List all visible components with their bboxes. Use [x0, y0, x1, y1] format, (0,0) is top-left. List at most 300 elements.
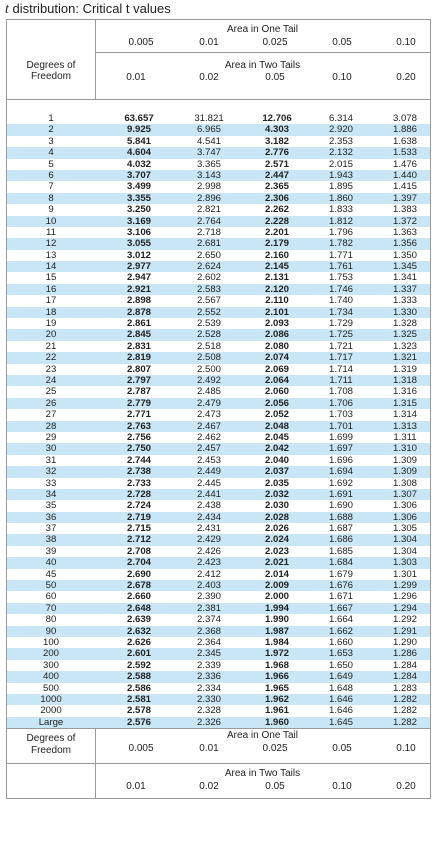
critical-value-cell: 2.576 — [126, 716, 151, 728]
table-row — [7, 523, 430, 534]
df-cell: 30 — [45, 443, 57, 455]
df-cell: 8 — [48, 192, 54, 204]
critical-value-cell: 1.648 — [328, 682, 353, 694]
critical-value-cell: 1.717 — [328, 352, 353, 364]
two-tail-value: 0.10 — [332, 72, 352, 83]
title-text: distribution: Critical t values — [8, 1, 171, 16]
critical-value-cell: 1.323 — [392, 340, 417, 352]
critical-value-cell: 3.169 — [126, 215, 151, 227]
page-title — [5, 1, 171, 18]
critical-value-cell: 1.691 — [328, 488, 353, 500]
critical-value-cell: 1.690 — [328, 500, 353, 512]
critical-value-cell: 2.763 — [126, 420, 151, 432]
df-cell: 90 — [45, 625, 57, 637]
footer-one-tail-value: 0.10 — [396, 743, 416, 755]
critical-value-cell: 2.821 — [196, 204, 221, 216]
two-tail-value: 0.01 — [126, 72, 146, 83]
df-cell: 10 — [45, 215, 57, 227]
critical-value-cell: 1.292 — [392, 614, 417, 626]
table-row — [7, 352, 430, 363]
critical-value-cell: 2.453 — [196, 454, 221, 466]
one-tail-value: 0.05 — [332, 37, 352, 48]
critical-value-cell: 2.042 — [264, 443, 289, 455]
critical-value-cell: 2.719 — [126, 511, 151, 523]
df-cell: 36 — [45, 511, 57, 523]
df-cell: 27 — [45, 409, 57, 421]
df-cell: 39 — [45, 545, 57, 557]
critical-value-cell: 1.363 — [392, 226, 417, 238]
critical-value-cell: 2.056 — [264, 397, 289, 409]
critical-value-cell: 2.831 — [126, 340, 151, 352]
critical-value-cell: 4.541 — [196, 135, 221, 147]
df-cell: 13 — [45, 249, 57, 261]
critical-value-cell: 2.807 — [126, 363, 151, 375]
critical-value-cell: 2.015 — [328, 158, 353, 170]
critical-value-cell: 1.667 — [328, 602, 353, 614]
critical-value-cell: 2.819 — [126, 352, 151, 364]
table-row — [7, 409, 430, 420]
critical-value-cell: 2.639 — [126, 614, 151, 626]
critical-value-cell: 1.664 — [328, 614, 353, 626]
df-cell: 100 — [42, 636, 59, 648]
critical-value-cell: 4.604 — [126, 147, 151, 159]
df-cell: 40 — [45, 557, 57, 569]
critical-value-cell: 3.365 — [196, 158, 221, 170]
table-row — [7, 398, 430, 409]
critical-value-cell: 1.687 — [328, 523, 353, 535]
critical-value-cell: 3.182 — [264, 135, 289, 147]
critical-value-cell: 1.646 — [328, 693, 353, 705]
critical-value-cell: 2.738 — [126, 466, 151, 478]
df-cell: 3 — [48, 135, 54, 147]
critical-value-cell: 2.426 — [196, 545, 221, 557]
one-tail-value: 0.025 — [262, 37, 288, 48]
critical-value-cell: 1.315 — [392, 397, 417, 409]
table-footer-two-tails — [7, 763, 430, 798]
critical-value-cell: 2.368 — [196, 625, 221, 637]
critical-value-cell: 2.678 — [126, 580, 151, 592]
critical-value-cell: 1.706 — [328, 397, 353, 409]
t-table — [6, 19, 431, 799]
critical-value-cell: 1.699 — [328, 431, 353, 443]
table-row — [7, 159, 430, 170]
critical-value-cell: 1.533 — [392, 147, 417, 159]
table-row — [7, 261, 430, 272]
critical-value-cell: 2.093 — [264, 318, 289, 330]
critical-value-cell: 2.771 — [126, 409, 151, 421]
critical-value-cell: 1.701 — [328, 420, 353, 432]
critical-value-cell: 2.447 — [264, 169, 289, 181]
critical-value-cell: 1.740 — [328, 295, 353, 307]
df-cell: 35 — [45, 500, 57, 512]
critical-value-cell: 1.987 — [264, 625, 289, 637]
table-row — [7, 591, 430, 602]
critical-value-cell: 2.896 — [196, 192, 221, 204]
table-row — [7, 466, 430, 477]
table-body — [7, 113, 430, 728]
critical-value-cell: 1.746 — [328, 283, 353, 295]
critical-value-cell: 1.306 — [392, 511, 417, 523]
critical-value-cell: 4.303 — [264, 124, 289, 136]
critical-value-cell: 2.567 — [196, 295, 221, 307]
critical-value-cell: 63.657 — [124, 113, 154, 124]
df-cell: 31 — [45, 454, 57, 466]
critical-value-cell: 2.744 — [126, 454, 151, 466]
critical-value-cell: 2.032 — [264, 488, 289, 500]
critical-value-cell: 1.685 — [328, 545, 353, 557]
two-tail-value: 0.20 — [396, 72, 416, 83]
critical-value-cell: 1.734 — [328, 306, 353, 318]
table-row — [7, 272, 430, 283]
table-row — [7, 455, 430, 466]
critical-value-cell: 1.314 — [392, 409, 417, 421]
critical-value-cell: 2.131 — [264, 272, 289, 284]
critical-value-cell: 2.429 — [196, 534, 221, 546]
one-tail-value: 0.005 — [128, 37, 154, 48]
critical-value-cell: 1.638 — [392, 135, 417, 147]
critical-value-cell: 1.650 — [328, 659, 353, 671]
critical-value-cell: 1.965 — [264, 682, 289, 694]
critical-value-cell: 2.479 — [196, 397, 221, 409]
critical-value-cell: 1.943 — [328, 169, 353, 181]
critical-value-cell: 31.821 — [194, 113, 224, 124]
critical-value-cell: 2.423 — [196, 557, 221, 569]
df-cell: 17 — [45, 295, 57, 307]
critical-value-cell: 1.310 — [392, 443, 417, 455]
critical-value-cell: 2.764 — [196, 215, 221, 227]
df-cell: 7 — [48, 181, 54, 193]
critical-value-cell: 2.690 — [126, 568, 151, 580]
critical-value-cell: 2.602 — [196, 272, 221, 284]
table-row — [7, 329, 430, 340]
table-row — [7, 375, 430, 386]
critical-value-cell: 2.132 — [328, 147, 353, 159]
table-row — [7, 432, 430, 443]
df-cell: 70 — [45, 602, 57, 614]
critical-value-cell: 2.632 — [126, 625, 151, 637]
title-t-symbol: t — [5, 2, 9, 17]
critical-value-cell: 5.841 — [126, 135, 151, 147]
critical-value-cell: 2.306 — [264, 192, 289, 204]
table-row — [7, 648, 430, 659]
critical-value-cell: 2.035 — [264, 477, 289, 489]
df-cell: 15 — [45, 272, 57, 284]
df-cell: 25 — [45, 386, 57, 398]
critical-value-cell: 2.024 — [264, 534, 289, 546]
df-cell: 5 — [48, 158, 54, 170]
table-row — [7, 341, 430, 352]
critical-value-cell: 2.374 — [196, 614, 221, 626]
critical-value-cell: 2.552 — [196, 306, 221, 318]
table-row — [7, 113, 430, 124]
footer-one-tail-value: 0.005 — [128, 743, 154, 755]
critical-value-cell: 2.715 — [126, 523, 151, 535]
df-cell: 22 — [45, 352, 57, 364]
critical-value-cell: 1.968 — [264, 659, 289, 671]
critical-value-cell: 2.583 — [196, 283, 221, 295]
critical-value-cell: 6.314 — [328, 113, 353, 124]
critical-value-cell: 1.341 — [392, 272, 417, 284]
critical-value-cell: 2.648 — [126, 602, 151, 614]
critical-value-cell: 9.925 — [126, 124, 151, 136]
df-cell: 34 — [45, 488, 57, 500]
df-cell: 21 — [45, 340, 57, 352]
footer-df-label-line2: Freedom — [30, 745, 71, 757]
critical-value-cell: 1.290 — [392, 636, 417, 648]
critical-value-cell: 2.508 — [196, 352, 221, 364]
critical-value-cell: 2.060 — [264, 386, 289, 398]
critical-value-cell: 2.026 — [264, 523, 289, 535]
one-tail-value: 0.10 — [396, 37, 416, 48]
one-tail-value: 0.01 — [199, 37, 219, 48]
critical-value-cell: 1.372 — [392, 215, 417, 227]
critical-value-cell: 1.703 — [328, 409, 353, 421]
critical-value-cell: 1.714 — [328, 363, 353, 375]
critical-value-cell: 2.328 — [196, 705, 221, 717]
df-cell: 24 — [45, 374, 57, 386]
critical-value-cell: 2.441 — [196, 488, 221, 500]
footer-two-tail-value: 0.20 — [396, 781, 416, 793]
critical-value-cell: 1.313 — [392, 420, 417, 432]
critical-value-cell: 2.947 — [126, 272, 151, 284]
critical-value-cell: 2.650 — [196, 249, 221, 261]
critical-value-cell: 2.021 — [264, 557, 289, 569]
critical-value-cell: 1.961 — [264, 705, 289, 717]
critical-value-cell: 1.833 — [328, 204, 353, 216]
critical-value-cell: 1.686 — [328, 534, 353, 546]
table-row — [7, 443, 430, 454]
table-row — [7, 204, 430, 215]
critical-value-cell: 2.228 — [264, 215, 289, 227]
footer-two-tail-value: 0.10 — [332, 781, 352, 793]
critical-value-cell: 1.356 — [392, 238, 417, 250]
df-cell: 33 — [45, 477, 57, 489]
table-row — [7, 364, 430, 375]
critical-value-cell: 2.262 — [264, 204, 289, 216]
df-cell: 26 — [45, 397, 57, 409]
df-cell: 18 — [45, 306, 57, 318]
critical-value-cell: 1.708 — [328, 386, 353, 398]
critical-value-cell: 2.861 — [126, 318, 151, 330]
critical-value-cell: 2.353 — [328, 135, 353, 147]
table-row — [7, 170, 430, 181]
table-row — [7, 227, 430, 238]
critical-value-cell: 6.965 — [196, 124, 221, 136]
critical-value-cell: 1.645 — [328, 716, 353, 728]
df-label-line2: Freedom — [30, 71, 71, 82]
critical-value-cell: 1.291 — [392, 625, 417, 637]
critical-value-cell: 1.729 — [328, 318, 353, 330]
table-row — [7, 660, 430, 671]
critical-value-cell: 2.578 — [126, 705, 151, 717]
table-row — [7, 614, 430, 625]
critical-value-cell: 1.994 — [264, 602, 289, 614]
critical-value-cell: 1.304 — [392, 545, 417, 557]
critical-value-cell: 1.679 — [328, 568, 353, 580]
critical-value-cell: 1.662 — [328, 625, 353, 637]
df-cell: 9 — [48, 204, 54, 216]
critical-value-cell: 1.301 — [392, 568, 417, 580]
critical-value-cell: 2.518 — [196, 340, 221, 352]
critical-value-cell: 1.694 — [328, 466, 353, 478]
critical-value-cell: 2.787 — [126, 386, 151, 398]
critical-value-cell: 1.330 — [392, 306, 417, 318]
table-row — [7, 694, 430, 705]
critical-value-cell: 2.756 — [126, 431, 151, 443]
critical-value-cell: 2.878 — [126, 306, 151, 318]
critical-value-cell: 2.101 — [264, 306, 289, 318]
footer-df-label-line1: Degrees of — [26, 733, 76, 745]
table-row — [7, 421, 430, 432]
critical-value-cell: 1.318 — [392, 374, 417, 386]
critical-value-cell: 2.110 — [265, 295, 289, 307]
table-row — [7, 216, 430, 227]
critical-value-cell: 3.078 — [392, 113, 417, 124]
critical-value-cell: 2.624 — [196, 261, 221, 273]
critical-value-cell: 2.023 — [264, 545, 289, 557]
critical-value-cell: 1.282 — [392, 693, 417, 705]
critical-value-cell: 1.962 — [264, 693, 289, 705]
critical-value-cell: 1.294 — [392, 602, 417, 614]
table-row — [7, 318, 430, 329]
critical-value-cell: 2.381 — [196, 602, 221, 614]
critical-value-cell: 2.797 — [126, 374, 151, 386]
table-row — [7, 124, 430, 135]
critical-value-cell: 1.307 — [392, 488, 417, 500]
table-row — [7, 136, 430, 147]
critical-value-cell: 1.692 — [328, 477, 353, 489]
critical-value-cell: 3.143 — [196, 169, 221, 181]
df-cell: 300 — [42, 659, 59, 671]
critical-value-cell: 2.009 — [264, 580, 289, 592]
critical-value-cell: 1.303 — [392, 557, 417, 569]
critical-value-cell: 2.064 — [264, 374, 289, 386]
critical-value-cell: 1.646 — [328, 705, 353, 717]
df-cell: 20 — [45, 329, 57, 341]
table-row — [7, 717, 430, 728]
one-tail-caption: Area in One Tail — [227, 24, 298, 35]
footer-one-tail-value: 0.025 — [262, 743, 288, 755]
critical-value-cell: 2.601 — [126, 648, 151, 660]
critical-value-cell: 1.309 — [392, 466, 417, 478]
critical-value-cell: 1.972 — [264, 648, 289, 660]
df-label-line1: Degrees of — [26, 60, 76, 71]
critical-value-cell: 1.960 — [264, 716, 289, 728]
critical-value-cell: 2.586 — [126, 682, 151, 694]
critical-value-cell: 2.467 — [196, 420, 221, 432]
critical-value-cell: 2.733 — [126, 477, 151, 489]
critical-value-cell: 2.201 — [264, 226, 289, 238]
critical-value-cell: 1.711 — [329, 374, 353, 386]
critical-value-cell: 2.779 — [126, 397, 151, 409]
critical-value-cell: 2.080 — [264, 340, 289, 352]
critical-value-cell: 1.440 — [392, 169, 417, 181]
df-cell: 16 — [45, 283, 57, 295]
critical-value-cell: 3.499 — [126, 181, 151, 193]
critical-value-cell: 1.286 — [392, 648, 417, 660]
critical-value-cell: 1.304 — [392, 534, 417, 546]
critical-value-cell: 1.697 — [328, 443, 353, 455]
df-cell: 19 — [45, 318, 57, 330]
critical-value-cell: 1.895 — [328, 181, 353, 193]
critical-value-cell: 1.990 — [264, 614, 289, 626]
critical-value-cell: 1.782 — [328, 238, 353, 250]
table-row — [7, 386, 430, 397]
df-cell: 50 — [45, 580, 57, 592]
critical-value-cell: 3.707 — [126, 169, 151, 181]
critical-value-cell: 2.449 — [196, 466, 221, 478]
footer-one-tail-value: 0.05 — [332, 743, 352, 755]
critical-value-cell: 3.055 — [126, 238, 151, 250]
critical-value-cell: 1.649 — [328, 671, 353, 683]
critical-value-cell: 1.325 — [392, 329, 417, 341]
critical-value-cell: 2.681 — [196, 238, 221, 250]
critical-value-cell: 1.350 — [392, 249, 417, 261]
table-row — [7, 284, 430, 295]
critical-value-cell: 1.771 — [328, 249, 353, 261]
critical-value-cell: 2.920 — [328, 124, 353, 136]
critical-value-cell: 1.696 — [328, 454, 353, 466]
critical-value-cell: 1.299 — [392, 580, 417, 592]
table-row — [7, 478, 430, 489]
critical-value-cell: 2.626 — [126, 636, 151, 648]
critical-value-cell: 3.355 — [126, 192, 151, 204]
critical-value-cell: 3.106 — [126, 226, 151, 238]
critical-value-cell: 2.040 — [264, 454, 289, 466]
critical-value-cell: 1.296 — [392, 591, 417, 603]
footer-one-tail-value: 0.01 — [199, 743, 219, 755]
critical-value-cell: 1.796 — [328, 226, 353, 238]
df-cell: 32 — [45, 466, 57, 478]
critical-value-cell: 1.397 — [392, 192, 417, 204]
critical-value-cell: 1.305 — [392, 523, 417, 535]
critical-value-cell: 2.330 — [196, 693, 221, 705]
df-cell: 1000 — [40, 693, 62, 705]
critical-value-cell: 3.747 — [196, 147, 221, 159]
critical-value-cell: 1.319 — [392, 363, 417, 375]
critical-value-cell: 2.052 — [264, 409, 289, 421]
critical-value-cell: 1.476 — [392, 158, 417, 170]
critical-value-cell: 1.660 — [328, 636, 353, 648]
table-row — [7, 250, 430, 261]
critical-value-cell: 1.337 — [392, 283, 417, 295]
footer-two-tail-value: 0.01 — [126, 781, 146, 793]
df-cell: 2000 — [40, 705, 62, 717]
critical-value-cell: 2.086 — [264, 329, 289, 341]
critical-value-cell: 2.345 — [196, 648, 221, 660]
critical-value-cell: 2.750 — [126, 443, 151, 455]
critical-value-cell: 1.333 — [392, 295, 417, 307]
critical-value-cell: 2.014 — [264, 568, 289, 580]
critical-value-cell: 2.485 — [196, 386, 221, 398]
critical-value-cell: 2.160 — [264, 249, 289, 261]
critical-value-cell: 2.581 — [126, 693, 151, 705]
critical-value-cell: 1.688 — [328, 511, 353, 523]
table-row — [7, 569, 430, 580]
critical-value-cell: 2.462 — [196, 431, 221, 443]
table-row — [7, 683, 430, 694]
table-row — [7, 193, 430, 204]
critical-value-cell: 1.984 — [264, 636, 289, 648]
critical-value-cell: 2.571 — [264, 158, 289, 170]
critical-value-cell: 12.706 — [262, 113, 292, 124]
critical-value-cell: 2.588 — [126, 671, 151, 683]
df-cell: 29 — [45, 431, 57, 443]
critical-value-cell: 2.412 — [196, 568, 221, 580]
critical-value-cell: 1.676 — [328, 580, 353, 592]
table-row — [7, 705, 430, 716]
critical-value-cell: 2.718 — [196, 226, 221, 238]
